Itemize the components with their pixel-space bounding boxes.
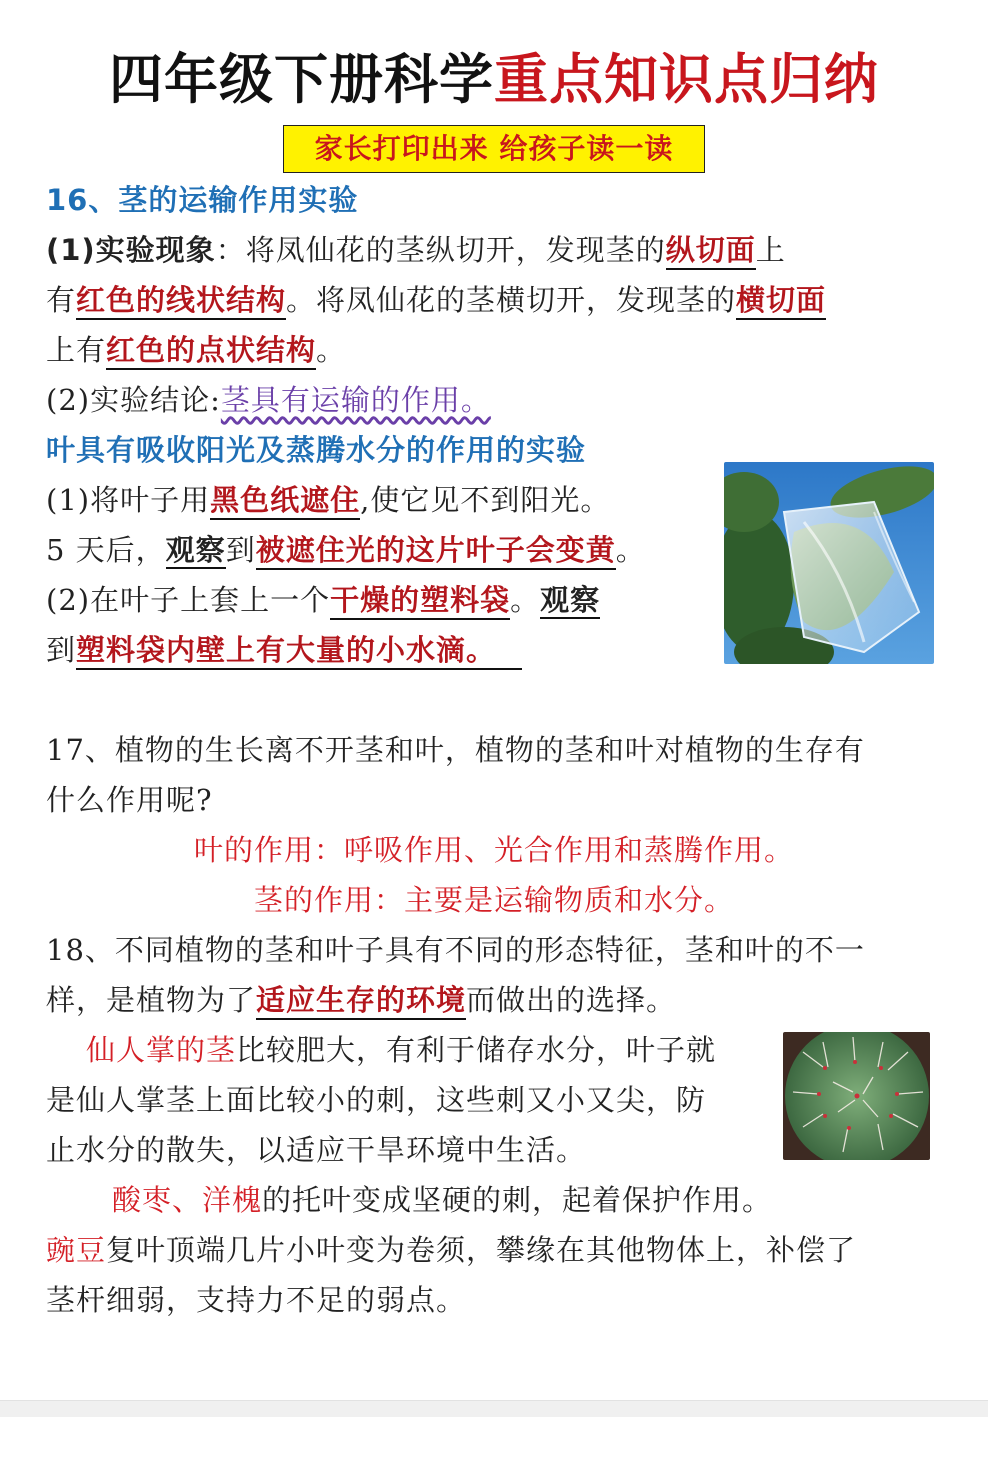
plastic-bag-leaf-photo bbox=[724, 462, 934, 664]
subtitle-banner: 家长打印出来 给孩子读一读 bbox=[283, 125, 705, 173]
sec18-line1: 18、不同植物的茎和叶子具有不同的形态特征，茎和叶的不一 bbox=[46, 933, 865, 967]
jujube-line bbox=[112, 1175, 772, 1225]
text: 。 bbox=[510, 583, 541, 617]
keyword: 干燥的塑料袋 bbox=[330, 583, 510, 620]
leaf-line1 bbox=[46, 475, 610, 525]
text: 复叶顶端几片小叶变为卷须，攀缘在其他物体上，补偿了 bbox=[106, 1233, 857, 1267]
conclusion-text: 茎具有运输的作用。 bbox=[220, 383, 491, 417]
cactus-photo bbox=[783, 1032, 930, 1160]
pea-line1 bbox=[46, 1225, 856, 1275]
plant-name: 豌豆 bbox=[46, 1233, 107, 1267]
text: 5 天后， bbox=[46, 533, 166, 567]
cactus-line2: 是仙人掌茎上面比较小的刺，这些刺又小又尖，防 bbox=[46, 1083, 707, 1117]
sec16-line1 bbox=[46, 225, 786, 275]
label-phenomenon: (1)实验现象 bbox=[46, 233, 216, 267]
plant-name: 酸枣、洋槐 bbox=[112, 1183, 263, 1217]
pea-line2: 茎杆细弱，支持力不足的弱点。 bbox=[46, 1283, 467, 1317]
text: 的托叶变成坚硬的刺，起着保护作用。 bbox=[262, 1183, 773, 1217]
text: (2)在叶子上套上一个 bbox=[46, 583, 331, 617]
keyword: 黑色纸遮住 bbox=[210, 483, 360, 520]
text: 到 bbox=[225, 533, 256, 567]
page-title bbox=[0, 40, 988, 120]
sec17-question-line2: 什么作用呢? bbox=[46, 783, 213, 817]
title-red: 重点知识点归纳 bbox=[494, 48, 879, 111]
section16-heading: 16、茎的运输作用实验 bbox=[46, 183, 359, 217]
text: 。 bbox=[316, 333, 347, 367]
text: 有 bbox=[46, 283, 77, 317]
page-divider bbox=[0, 1400, 988, 1417]
keyword: 纵切面 bbox=[666, 233, 756, 270]
sec16-line2 bbox=[46, 275, 826, 325]
sec16-line4 bbox=[46, 375, 491, 425]
text: 而做出的选择。 bbox=[466, 983, 677, 1017]
keyword: 塑料袋内壁上有大量的小水滴。 bbox=[76, 633, 522, 670]
sec16-line3 bbox=[46, 325, 346, 375]
sec17-question-line1: 17、植物的生长离不开茎和叶，植物的茎和叶对植物的生存有 bbox=[46, 733, 865, 767]
keyword-observe: 观察 bbox=[540, 583, 601, 617]
keyword: 适应生存的环境 bbox=[256, 983, 466, 1020]
keyword: 红色的点状结构 bbox=[106, 333, 316, 370]
label-conclusion: (2)实验结论: bbox=[46, 383, 221, 417]
sec18-line2 bbox=[46, 975, 676, 1025]
plant-name: 仙人掌的茎 bbox=[86, 1033, 237, 1067]
text: 比较肥大，有利于储存水分，叶子就 bbox=[236, 1033, 717, 1067]
sec17-answer-leaf: 叶的作用：呼吸作用、光合作用和蒸腾作用。 bbox=[193, 833, 794, 867]
cactus-line1 bbox=[86, 1025, 716, 1075]
text: 上有 bbox=[46, 333, 107, 367]
text: 。将凤仙花的茎横切开，发现茎的 bbox=[286, 283, 737, 317]
sec17-answer-stem: 茎的作用：主要是运输物质和水分。 bbox=[253, 883, 734, 917]
leaf-heading: 叶具有吸收阳光及蒸腾水分的作用的实验 bbox=[46, 433, 587, 467]
text: 。 bbox=[615, 533, 646, 567]
text: 到 bbox=[46, 633, 77, 667]
keyword-observe: 观察 bbox=[165, 533, 226, 567]
title-black: 四年级下册科学 bbox=[109, 48, 494, 111]
text: ,使它见不到阳光。 bbox=[360, 483, 611, 517]
keyword: 红色的线状结构 bbox=[76, 283, 286, 320]
keyword: 横切面 bbox=[736, 283, 826, 320]
text: 上 bbox=[755, 233, 786, 267]
text: (1)将叶子用 bbox=[46, 483, 211, 517]
leaf-line3 bbox=[46, 575, 600, 625]
leaf-line2 bbox=[46, 525, 646, 575]
cactus-line3: 止水分的散失，以适应干旱环境中生活。 bbox=[46, 1133, 587, 1167]
leaf-line4 bbox=[46, 625, 522, 675]
keyword: 被遮住光的这片叶子会变黄 bbox=[256, 533, 616, 570]
text: 样，是植物为了 bbox=[46, 983, 257, 1017]
text: ：将凤仙花的茎纵切开，发现茎的 bbox=[215, 233, 666, 267]
